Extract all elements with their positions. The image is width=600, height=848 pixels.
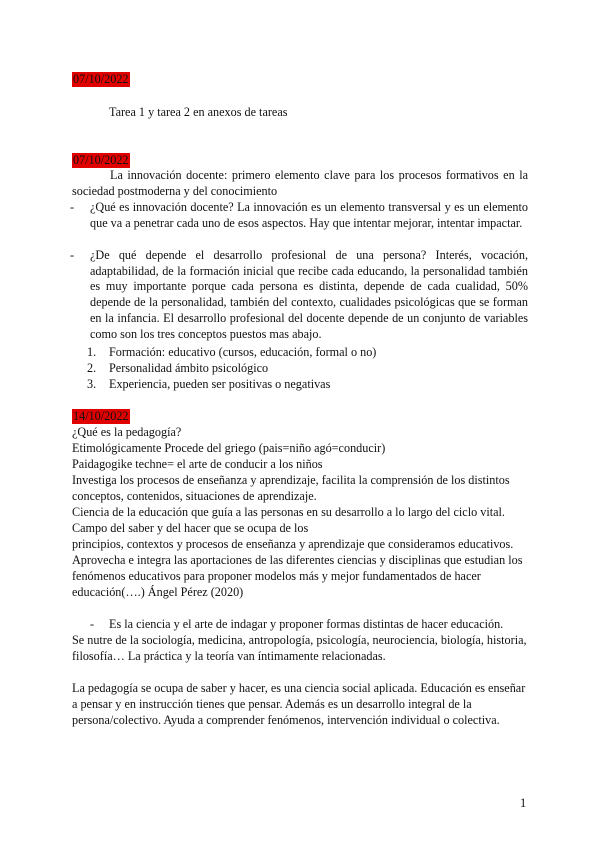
page-number: 1: [520, 796, 527, 810]
number-marker: 2.: [87, 361, 97, 375]
bullet-item: [90, 617, 504, 632]
bullet-marker: -: [70, 200, 75, 214]
bullet-text: Es la ciencia y el arte de indagar y proponer formas distintas de hacer educación.: [109, 617, 504, 631]
text-line: Tarea 1 y tarea 2 en anexos de tareas: [109, 105, 288, 119]
numbered-text: Formación: educativo (cursos, educación, formal o no): [109, 345, 377, 359]
text-line: Etimológicamente Procede del griego (pais=niño agó=conducir): [72, 441, 386, 455]
bullet-item: [70, 248, 528, 342]
date-heading: 14/10/2022: [73, 409, 129, 423]
text-line: ¿Qué es la pedagogía?: [72, 425, 182, 439]
text-line: Investiga los procesos de enseñanza y aprendizaje, facilita la comprensión de los distintos: [72, 473, 510, 487]
text-line: Se nutre de la sociología, medicina, antropología, psicología, neurociencia, biología, historia,: [72, 633, 527, 647]
number-marker: 1.: [87, 345, 97, 359]
bullet-text: ¿De qué depende el desarrollo profesional de una persona? Interés, vocación, adaptabilidad, de la formación inicial que recibe cada educando, la personalidad también es muy importante porque cada persona es distinta, depende de cada cualidad, 50% depende de la personalidad, también del contexto, cualidades psicológicas que se forman en la infancia. El desarrollo profesional del docente depende de un conjunto de variables como son los tres conceptos puestos mas abajo.: [90, 248, 528, 341]
bullet-text: ¿Qué es innovación docente? La innovación es un elemento transversal y es un elemento que va a penetrar cada uno de esos aspectos. Hay que intentar mejorar, intentar impactar.: [90, 200, 528, 230]
text-line: Aprovecha e integra las aportaciones de las diferentes ciencias y disciplinas que estudian los: [72, 553, 523, 567]
text-line: La pedagogía se ocupa de saber y hacer, es una ciencia social aplicada. Educación es enseñar: [72, 681, 526, 695]
date-heading: 07/10/2022: [73, 72, 129, 86]
numbered-item: [87, 345, 377, 360]
text-line: conceptos, contenidos, situaciones de aprendizaje.: [72, 489, 317, 503]
text-line: Ciencia de la educación que guía a las personas en su desarrollo a lo largo del ciclo vital.: [72, 505, 505, 519]
numbered-item: [87, 361, 269, 376]
text-line: Campo del saber y del hacer que se ocupa de los: [72, 521, 309, 535]
numbered-text: Experiencia, pueden ser positivas o negativas: [109, 377, 331, 391]
numbered-text: Personalidad ámbito psicológico: [109, 361, 269, 375]
intro-paragraph: La innovación docente: primero elemento clave para los procesos formativos en la sociedad postmoderna y del conocimiento: [72, 168, 528, 198]
date-heading: 07/10/2022: [73, 153, 129, 167]
text-line: filosofía… La práctica y la teoría van íntimamente relacionadas.: [72, 649, 386, 663]
bullet-marker: -: [90, 617, 95, 631]
text-line: a pensar y en instrucción tienes que pensar. Además es un desarrollo integral de la: [72, 697, 472, 711]
text-line: principios, contextos y procesos de enseñanza y aprendizaje que consideramos educativos.: [72, 537, 514, 551]
bullet-item: [70, 200, 528, 231]
text-line: persona/colectivo. Ayuda a comprender fenómenos, intervención individual o colectiva.: [72, 713, 500, 727]
text-line: fenómenos educativos para proponer modelos más y mejor fundamentados de hacer: [72, 569, 481, 583]
text-line: Paidagogike techne= el arte de conducir a los niños: [72, 457, 323, 471]
number-marker: 3.: [87, 377, 97, 391]
bullet-marker: -: [70, 248, 75, 262]
numbered-item: [87, 377, 331, 392]
text-line: educación(….) Ángel Pérez (2020): [72, 585, 244, 599]
